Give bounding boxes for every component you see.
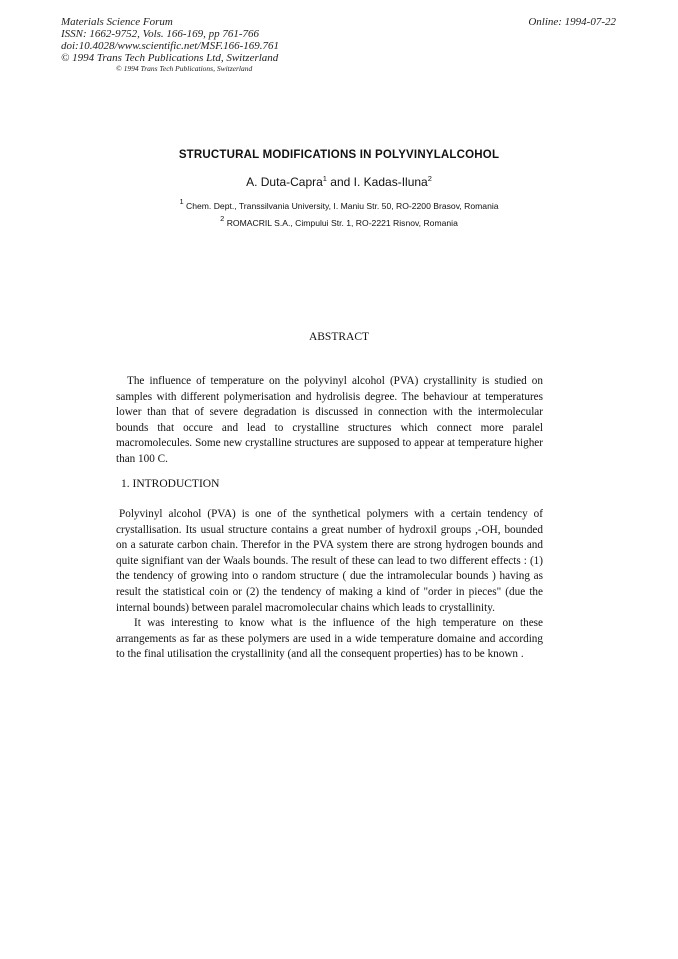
paper-title: STRUCTURAL MODIFICATIONS IN POLYVINYLALCOHOL bbox=[178, 149, 500, 161]
online-date: Online: 1994-07-22 bbox=[528, 16, 616, 28]
affiliation-text: ROMACRIL S.A., Cimpului Str. 1, RO-2221 Risnov, Romania bbox=[224, 218, 458, 228]
affiliation-1 bbox=[0, 197, 678, 211]
affiliation-text: Chem. Dept., Transsilvania University, I. Maniu Str. 50, RO-2200 Brasov, Romania bbox=[183, 201, 499, 211]
affiliation-marker: 1 bbox=[179, 197, 184, 206]
affiliation-marker: 2 bbox=[220, 214, 225, 223]
copyright-small-line: © 1994 Trans Tech Publications, Switzerland bbox=[116, 64, 253, 73]
author-separator: and bbox=[326, 175, 354, 189]
copyright-line: © 1994 Trans Tech Publications Ltd, Switzerland bbox=[61, 52, 279, 64]
abstract-heading: ABSTRACT bbox=[308, 331, 370, 343]
doi-line: doi:10.4028/www.scientific.net/MSF.166-169.761 bbox=[61, 40, 280, 52]
affiliation-2 bbox=[0, 214, 678, 228]
abstract-paragraph: The influence of temperature on the polyvinyl alcohol (PVA) crystallinity is studied on samples with different polymerisation and hydrolisis degree. The behaviour at temperatures lower than that of severe degradation is discussed in connection with the intermolecular bounds that occure and lead to crystalline structures which connect more paralel macromolecules. Some new crystalline structures are supposed to appear at temperature higher than 100 C. bbox=[116, 375, 543, 465]
abstract-body bbox=[116, 374, 543, 468]
introduction-heading: 1. INTRODUCTION bbox=[121, 478, 220, 490]
affiliation-marker: 1 bbox=[322, 174, 327, 183]
journal-name: Materials Science Forum bbox=[61, 16, 173, 28]
author-name: A. Duta-Capra bbox=[246, 175, 323, 189]
affiliation-marker: 2 bbox=[427, 174, 432, 183]
introduction-body bbox=[116, 507, 543, 663]
introduction-paragraph-1: Polyvinyl alcohol (PVA) is one of the synthetical polymers with a certain tendency of crystallisation. Its usual structure contains a great number of hydroxil groups ,-OH, bounded on a saturate carbon chain. Therefor in the PVA system there are strong hydrogen bounds and quite signifiant van der Waals bounds. The result of these can lead to two different effects : (1) the tendency of growing into o random structure ( due the intramolecular bounds ) having as result the statistical coin or (2) the tendency of making a kind of "order in pieces" (due the internal bounds) between paralel macromolecular chains which leads to crystallinity. bbox=[116, 508, 543, 614]
publication-info bbox=[61, 16, 381, 73]
author-line bbox=[0, 174, 678, 189]
issn-line: ISSN: 1662-9752, Vols. 166-169, pp 761-766 bbox=[61, 28, 259, 40]
introduction-paragraph-2: It was interesting to know what is the influence of the high temperature on these arrangements as far as these polymers are used in a wide temperature domaine and according to the final utilisation the crystallinity (and all the consequent properties) has to be known . bbox=[116, 617, 543, 661]
author-name: I. Kadas-Iluna bbox=[353, 175, 428, 189]
